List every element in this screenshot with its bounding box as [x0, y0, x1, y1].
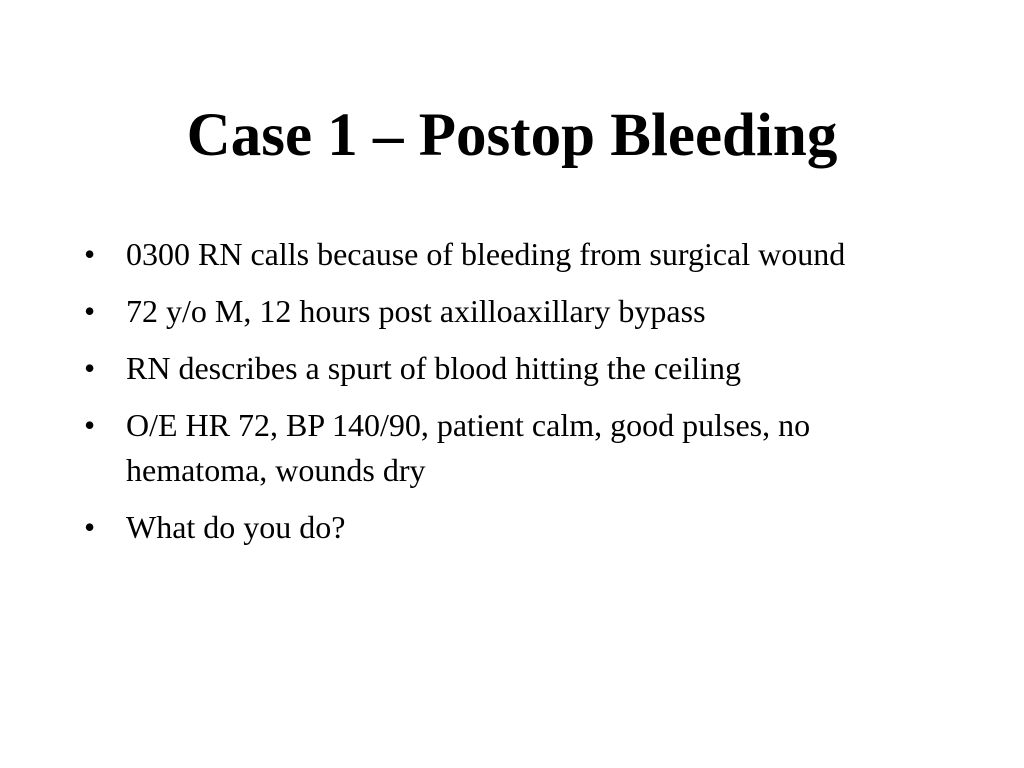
bullet-marker: • [84, 509, 96, 545]
bullet-item [84, 232, 954, 277]
bullet-marker: • [84, 293, 96, 329]
bullet-marker: • [84, 236, 96, 272]
bullet-text: What do you do? [126, 509, 346, 545]
bullet-text: RN describes a spurt of blood hitting the ceiling [126, 350, 741, 386]
bullet-list [84, 232, 954, 562]
bullet-marker: • [84, 407, 96, 443]
bullet-item [84, 289, 954, 334]
bullet-item [84, 505, 954, 550]
bullet-marker: • [84, 350, 96, 386]
bullet-text: 0300 RN calls because of bleeding from surgical wound [126, 236, 846, 272]
bullet-item [84, 403, 954, 493]
slide-title: Case 1 – Postop Bleeding [186, 102, 838, 169]
bullet-text: O/E HR 72, BP 140/90, patient calm, good pulses, no hematoma, wounds dry [126, 407, 811, 488]
bullet-item [84, 346, 954, 391]
bullet-text: 72 y/o M, 12 hours post axilloaxillary bypass [126, 293, 706, 329]
